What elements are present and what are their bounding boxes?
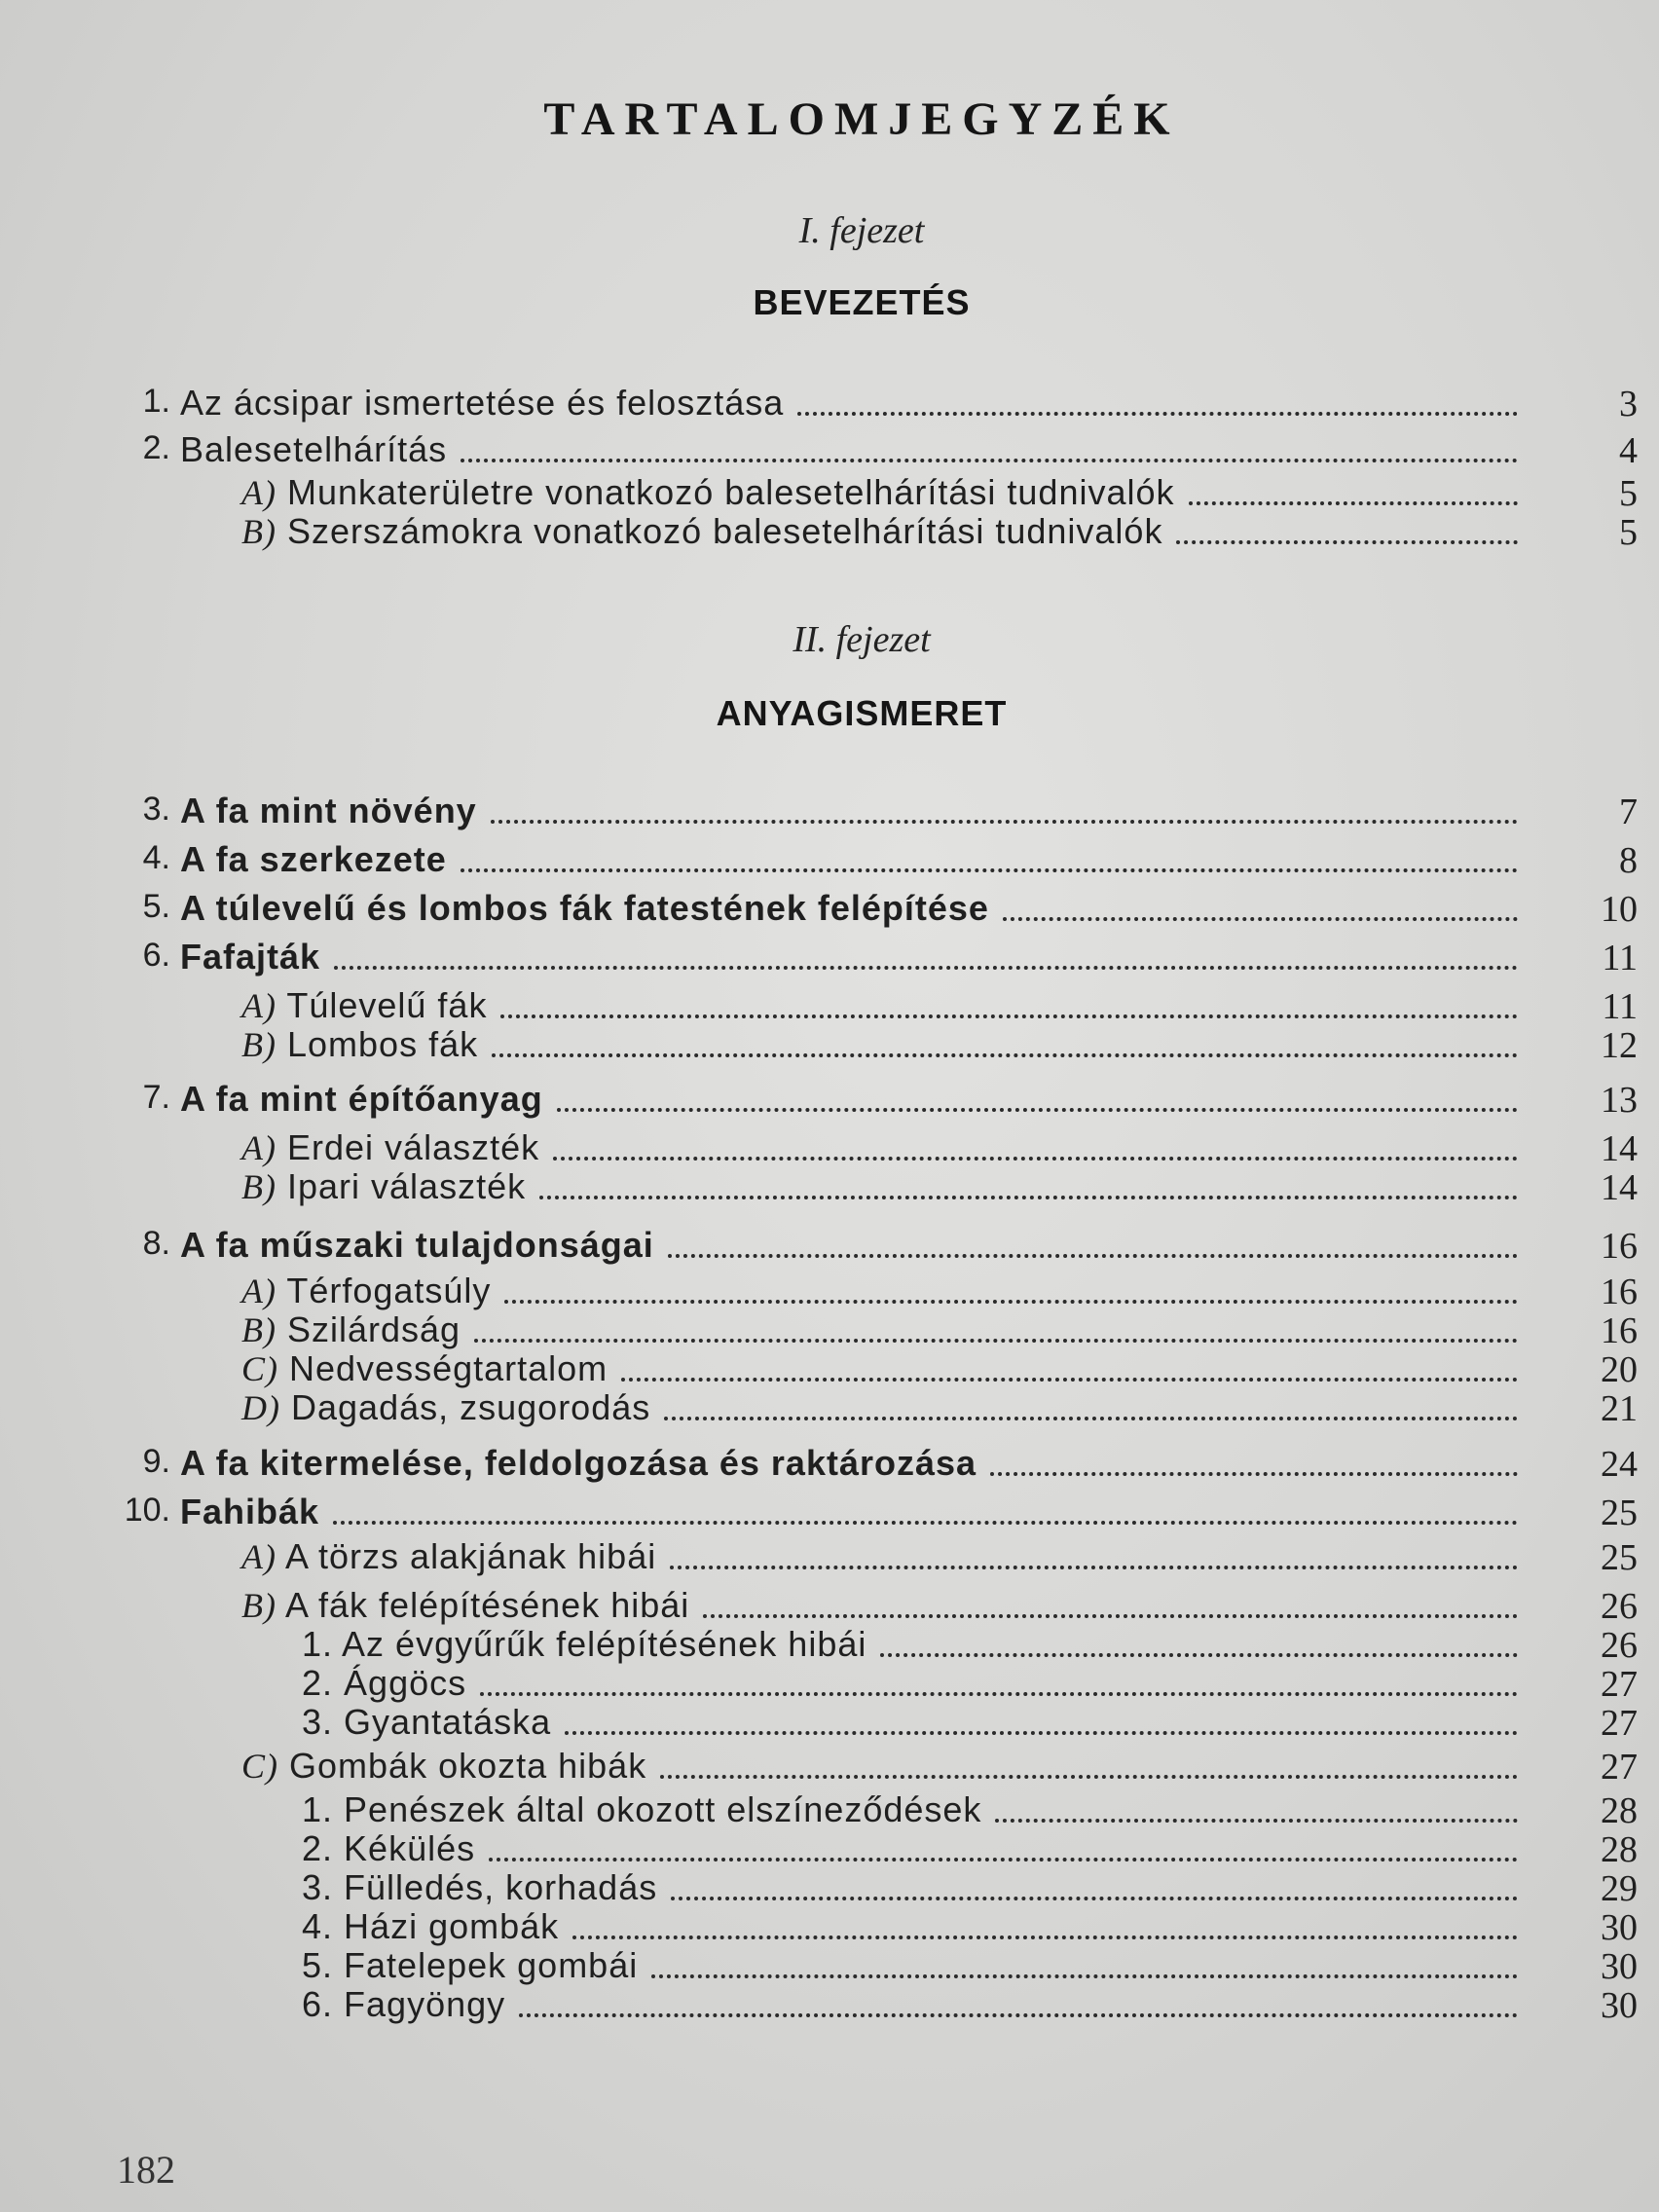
entry-text: Balesetelhárítás xyxy=(180,429,448,469)
entry-page: 26 xyxy=(1601,1586,1638,1627)
entry-text: Munkaterületre vonatkozó balesetelhárítási tudnivalók xyxy=(287,472,1175,512)
entry-page: 5 xyxy=(1619,473,1638,514)
entry-title xyxy=(180,1443,982,1484)
entry-page: 30 xyxy=(1601,1907,1638,1948)
chapter-1-label: I. fejezet xyxy=(798,210,925,251)
entry-text: Az ácsipar ismertetése és felosztása xyxy=(180,383,785,423)
entry-title xyxy=(241,1127,545,1168)
entry-page: 20 xyxy=(1601,1349,1638,1390)
toc-entry xyxy=(0,1387,1659,1430)
toc-entry xyxy=(0,791,1659,833)
entry-text: A fa műszaki tulajdonságai xyxy=(180,1225,654,1265)
entry-page: 30 xyxy=(1601,1946,1638,1987)
chapter-1-heading: BEVEZETÉS xyxy=(753,282,971,322)
entry-letter: B) xyxy=(241,1167,276,1206)
entry-text: A túlevelű és lombos fák fatestének felépítése xyxy=(180,888,989,928)
entry-subnumber: 6. xyxy=(302,1984,334,2024)
leader-dots xyxy=(668,1248,1518,1258)
entry-page: 11 xyxy=(1602,938,1638,978)
entry-page: 4 xyxy=(1619,430,1638,471)
entry-letter: B) xyxy=(241,1310,276,1349)
leader-dots xyxy=(461,453,1518,462)
leader-dots xyxy=(461,863,1518,872)
toc-entry xyxy=(0,429,1659,472)
entry-subnumber: 3. xyxy=(302,1867,334,1907)
toc-entry xyxy=(0,839,1659,882)
entry-title xyxy=(180,1492,325,1532)
entry-text: Kékülés xyxy=(344,1828,476,1868)
leader-dots xyxy=(492,1048,1518,1057)
leader-dots xyxy=(1003,911,1518,921)
entry-subnumber: 2. xyxy=(302,1663,334,1703)
toc-entry xyxy=(0,1443,1659,1486)
entry-number: 9. xyxy=(142,1443,170,1480)
entry-number: 1. xyxy=(142,383,170,420)
entry-number: 3. xyxy=(142,791,170,828)
leader-dots xyxy=(995,1813,1518,1823)
entry-text: Ággöcs xyxy=(344,1663,467,1703)
chapter-2-heading: ANYAGISMERET xyxy=(716,693,1008,733)
entry-title xyxy=(302,1984,511,2025)
entry-page: 14 xyxy=(1601,1128,1638,1169)
entry-title xyxy=(180,1079,549,1120)
entry-page: 27 xyxy=(1601,1747,1638,1788)
entry-title xyxy=(302,1663,472,1704)
leader-dots xyxy=(333,1515,1518,1525)
entry-page: 13 xyxy=(1601,1080,1638,1121)
toc-entry xyxy=(0,1789,1659,1832)
entry-text: Fülledés, korhadás xyxy=(344,1867,658,1907)
entry-title xyxy=(180,791,483,831)
entry-letter: D) xyxy=(241,1388,280,1427)
toc-entry xyxy=(0,1828,1659,1871)
entry-text: A fa szerkezete xyxy=(180,839,447,879)
entry-text: Dagadás, zsugorodás xyxy=(291,1387,651,1427)
entry-text: Fafajták xyxy=(180,937,321,977)
leader-dots xyxy=(553,1151,1518,1161)
toc-entry xyxy=(0,1536,1659,1579)
toc-entry xyxy=(0,1309,1659,1352)
leader-dots xyxy=(489,1852,1518,1862)
entry-page: 30 xyxy=(1601,1985,1638,2026)
entry-title xyxy=(180,937,326,977)
toc-entry xyxy=(0,937,1659,979)
entry-number: 10. xyxy=(124,1492,170,1529)
entry-text: Penészek által okozott elszíneződések xyxy=(344,1789,982,1829)
toc-entry xyxy=(0,1166,1659,1209)
toc-entry xyxy=(0,985,1659,1028)
leader-dots xyxy=(880,1647,1518,1657)
entry-page: 29 xyxy=(1601,1868,1638,1909)
entry-page: 24 xyxy=(1601,1444,1638,1485)
entry-title xyxy=(180,383,790,424)
entry-title xyxy=(302,1945,644,1986)
entry-page: 10 xyxy=(1601,889,1638,930)
entry-title xyxy=(241,1746,652,1787)
entry-page: 8 xyxy=(1619,840,1638,881)
toc-entry xyxy=(0,1348,1659,1391)
leader-dots xyxy=(565,1725,1518,1735)
entry-title xyxy=(180,839,453,880)
leader-dots xyxy=(474,1333,1518,1343)
entry-letter: A) xyxy=(241,1128,276,1167)
entry-text: A fa mint növény xyxy=(180,791,477,830)
entry-number: 5. xyxy=(142,888,170,925)
leader-dots xyxy=(1189,496,1518,505)
entry-text: Gombák okozta hibák xyxy=(289,1746,647,1786)
entry-number: 2. xyxy=(142,429,170,466)
entry-title xyxy=(241,985,493,1026)
entry-page: 16 xyxy=(1601,1272,1638,1312)
entry-letter: B) xyxy=(241,1025,276,1064)
entry-title xyxy=(302,1702,557,1743)
leader-dots xyxy=(491,814,1518,824)
toc-entry xyxy=(0,1585,1659,1628)
entry-number: 8. xyxy=(142,1225,170,1262)
toc-entry xyxy=(0,1945,1659,1988)
entry-text: Erdei választék xyxy=(287,1127,540,1167)
entry-letter: A) xyxy=(241,986,276,1025)
entry-subnumber: 1. xyxy=(302,1624,334,1664)
entry-page: 16 xyxy=(1601,1226,1638,1267)
entry-text: Gyantatáska xyxy=(344,1702,552,1742)
toc-entry xyxy=(0,383,1659,425)
leader-dots xyxy=(480,1686,1518,1696)
leader-dots xyxy=(703,1608,1518,1618)
entry-title xyxy=(241,1387,656,1428)
leader-dots xyxy=(651,1969,1518,1978)
entry-text: Fatelepek gombái xyxy=(344,1945,639,1985)
leader-dots xyxy=(572,1930,1518,1939)
entry-text: Nedvességtartalom xyxy=(289,1348,608,1388)
toc-entry xyxy=(0,1984,1659,2027)
leader-dots xyxy=(670,1560,1518,1569)
toc-entry xyxy=(0,1024,1659,1067)
entry-page: 21 xyxy=(1601,1388,1638,1429)
entry-page: 3 xyxy=(1619,384,1638,424)
toc-entry xyxy=(0,1702,1659,1745)
entry-letter: B) xyxy=(241,1586,276,1625)
toc-entry xyxy=(0,1271,1659,1313)
entry-page: 14 xyxy=(1601,1167,1638,1208)
entry-text: Térfogatsúly xyxy=(286,1271,492,1310)
entry-title xyxy=(241,1536,662,1577)
entry-title xyxy=(302,1789,987,1830)
entry-letter: B) xyxy=(241,512,276,551)
entry-text: Az évgyűrűk felépítésének hibái xyxy=(342,1624,867,1664)
page-number: 182 xyxy=(117,2148,175,2192)
chapter-2-label: II. fejezet xyxy=(793,619,931,660)
entry-page: 27 xyxy=(1601,1664,1638,1705)
entry-page: 25 xyxy=(1601,1537,1638,1578)
entry-letter: A) xyxy=(241,1272,276,1310)
entry-page: 27 xyxy=(1601,1703,1638,1744)
entry-text: Lombos fák xyxy=(287,1024,479,1064)
leader-dots xyxy=(660,1769,1518,1779)
entry-title xyxy=(241,1309,466,1350)
entry-text: Házi gombák xyxy=(344,1906,560,1946)
toc-entry xyxy=(0,1225,1659,1268)
entry-text: A fa mint építőanyag xyxy=(180,1079,543,1119)
toc-entry xyxy=(0,1746,1659,1788)
entry-title xyxy=(180,888,995,929)
entry-title xyxy=(180,429,453,470)
entry-text: Fahibák xyxy=(180,1492,320,1531)
toc-entry xyxy=(0,1906,1659,1949)
entry-text: Szerszámokra vonatkozó balesetelhárítási tudnivalók xyxy=(287,511,1163,551)
toc-entry xyxy=(0,511,1659,554)
entry-title xyxy=(241,472,1181,513)
entry-title xyxy=(241,1348,613,1389)
leader-dots xyxy=(990,1466,1518,1476)
entry-page: 25 xyxy=(1601,1493,1638,1533)
toc-entry xyxy=(0,1127,1659,1170)
leader-dots xyxy=(519,2008,1518,2017)
leader-dots xyxy=(671,1891,1518,1900)
entry-subnumber: 3. xyxy=(302,1702,334,1742)
toc-entry xyxy=(0,472,1659,515)
entry-title xyxy=(241,511,1168,552)
entry-text: Túlevelű fák xyxy=(286,985,488,1025)
toc-entry xyxy=(0,1663,1659,1706)
leader-dots xyxy=(1176,535,1518,544)
entry-text: Fagyöngy xyxy=(344,1984,506,2024)
toc-entry xyxy=(0,1867,1659,1910)
entry-letter: A) xyxy=(241,1537,276,1576)
entry-text: A fák felépítésének hibái xyxy=(285,1585,690,1625)
entry-number: 6. xyxy=(142,937,170,974)
entry-page: 12 xyxy=(1601,1025,1638,1066)
entry-title xyxy=(302,1828,481,1869)
leader-dots xyxy=(334,960,1518,970)
entry-title xyxy=(241,1166,532,1207)
entry-text: Szilárdság xyxy=(287,1309,461,1349)
entry-subnumber: 1. xyxy=(302,1789,334,1829)
leader-dots xyxy=(539,1190,1518,1199)
toc-entry xyxy=(0,1492,1659,1534)
entry-number: 4. xyxy=(142,839,170,876)
leader-dots xyxy=(621,1372,1518,1382)
entry-page: 28 xyxy=(1601,1829,1638,1870)
entry-text: A fa kitermelése, feldolgozása és raktározása xyxy=(180,1443,977,1483)
entry-page: 5 xyxy=(1619,512,1638,553)
page-title: TARTALOMJEGYZÉK xyxy=(543,93,1180,145)
entry-subnumber: 5. xyxy=(302,1945,334,1985)
entry-page: 26 xyxy=(1601,1625,1638,1666)
leader-dots xyxy=(664,1411,1518,1420)
entry-text: Ipari választék xyxy=(287,1166,527,1206)
entry-subnumber: 2. xyxy=(302,1828,334,1868)
entry-page: 28 xyxy=(1601,1790,1638,1831)
entry-title xyxy=(302,1906,565,1947)
entry-subnumber: 4. xyxy=(302,1906,334,1946)
entry-letter: A) xyxy=(241,473,276,512)
entry-text: A törzs alakjának hibái xyxy=(285,1536,657,1576)
leader-dots xyxy=(500,1009,1518,1018)
entry-title xyxy=(302,1624,872,1665)
entry-number: 7. xyxy=(142,1079,170,1116)
toc-entry xyxy=(0,1624,1659,1667)
entry-title xyxy=(241,1271,497,1311)
entry-title xyxy=(180,1225,660,1266)
entry-page: 16 xyxy=(1601,1310,1638,1351)
toc-entry xyxy=(0,1079,1659,1122)
leader-dots xyxy=(504,1294,1518,1304)
entry-page: 11 xyxy=(1602,986,1638,1027)
entry-title xyxy=(241,1585,695,1626)
entry-letter: C) xyxy=(241,1747,278,1786)
entry-letter: C) xyxy=(241,1349,278,1388)
toc-entry xyxy=(0,888,1659,931)
entry-title xyxy=(302,1867,663,1908)
leader-dots xyxy=(797,406,1518,416)
entry-title xyxy=(241,1024,484,1065)
entry-page: 7 xyxy=(1619,792,1638,832)
leader-dots xyxy=(557,1102,1518,1112)
